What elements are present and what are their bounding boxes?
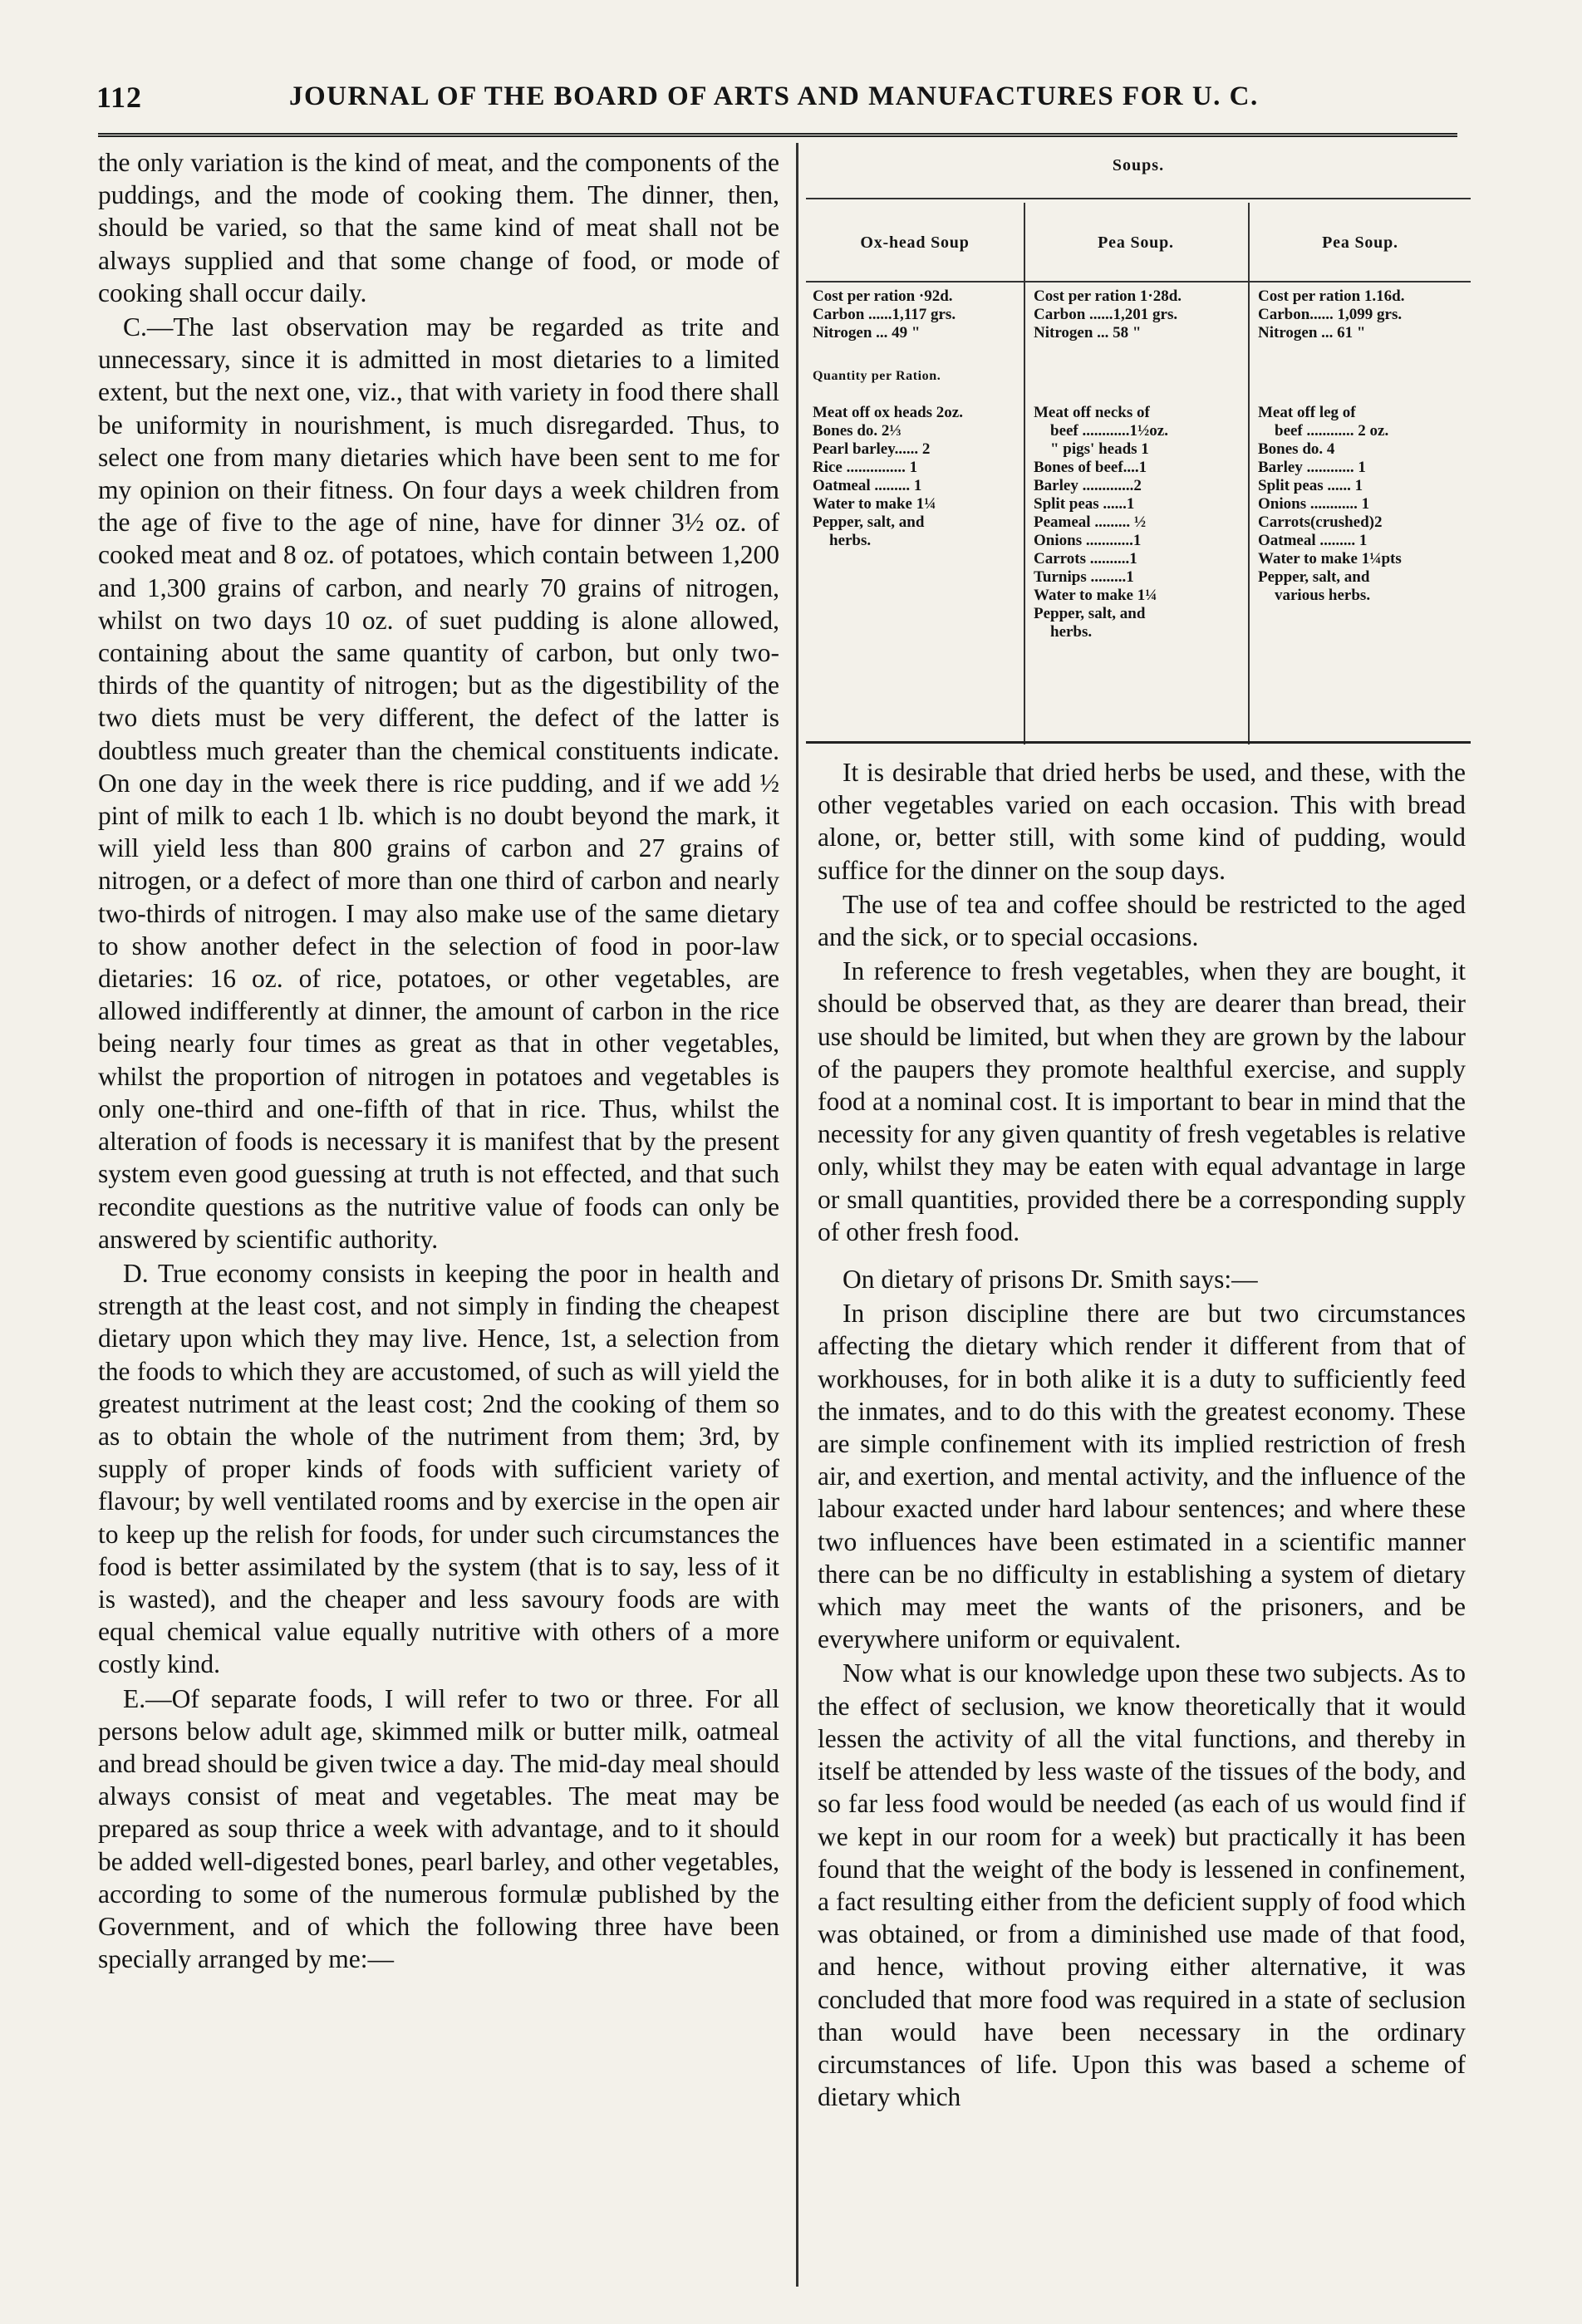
ingredient: Barley ............ 1 — [1258, 459, 1366, 476]
paragraph: D. True economy consists in keeping the poor in health and strength at the least cost, and not simply in finding the cheapest dietary upon which they may live. Hence, 1st, a selection from the foods to which they are accustomed, of such as will yield the greatest nutriment at the least cost; 2nd the cooking of them so as to obtain the whole of the nutriment from them; 3rd, by supply of proper kinds of foods with sufficient variety of flavour; by well ventilated rooms and by exercise in the open air to keep up the relish for foods, for under such circumstances the food is better assimilated by the system (that is to say, less of it is wasted), and the cheaper and less savoury foods are with equal chemical value equally nutritive with others of a more costly kind. — [98, 1258, 779, 1679]
cost-line: Cost per ration 1·28d. — [1034, 287, 1182, 305]
ingredient: Carrots(crushed)2 — [1258, 513, 1383, 531]
ingredient: Split peas ......1 — [1034, 495, 1135, 513]
quantity-label-spacer — [1251, 342, 1469, 391]
soup-stats — [806, 283, 1024, 342]
ingredient: Bones of beef....1 — [1034, 459, 1147, 476]
ingredient: Rice ............... 1 — [813, 459, 918, 476]
paragraph: Now what is our knowledge upon these two subjects. As to the effect of seclusion, we know theoretically that it would lessen the activity of all the vital functions, and thereby in itself be attended by less waste of the tissues of the body, and so far less food would be needed (as each of us would find if we kept in our room for a week) but practically it has been found that the weight of the body is lessened in confinement, a fact resulting either from the deficient supply of food which was obtained, or from a diminished use made of that food, and hence, without proving either alternative, it was concluded that more food was required in a state of seclusion than would have been necessary in the ordinary circumstances of life. Upon this was based a scheme of dietary which — [818, 1658, 1466, 2112]
ingredient: Carrots ..........1 — [1034, 550, 1137, 567]
ingredient-list — [1251, 391, 1469, 605]
ingredient: herbs. — [1050, 623, 1093, 641]
ingredient: Meat off necks of — [1034, 404, 1150, 421]
ingredient: beef ............1½oz. — [1050, 422, 1168, 440]
ingredient: various herbs. — [1275, 587, 1371, 604]
ingredient: Turnips .........1 — [1034, 568, 1134, 586]
table-column-rule — [1248, 203, 1250, 744]
ingredient: Water to make 1¼ — [1034, 587, 1157, 604]
soup-heading: Pea Soup. — [1322, 233, 1398, 252]
paragraph: In prison discipline there are but two circumstances affecting the dietary which render it different from that of workhouses, for in both alike it is a duty to sufficiently feed the inmates, and to do this with the greatest economy. These are simple confinement with its implied restriction of fresh air, and exertion, and mental activity, and the influence of the labour exacted under hard labour sentences; and where these two influences have been estimated in a scientific manner there can be no difficulty in establishing a system of dietary which may meet the wants of the prisoners, and be everywhere uniform or equivalent. — [818, 1299, 1466, 1654]
right-column — [818, 756, 1466, 2113]
soup-stats — [1027, 283, 1245, 342]
left-column — [98, 146, 779, 1975]
ingredient: Oatmeal ......... 1 — [1258, 532, 1368, 549]
soup-heading: Pea Soup. — [1098, 233, 1174, 252]
ingredient: Split peas ...... 1 — [1258, 477, 1363, 494]
ingredient-list — [1027, 391, 1245, 641]
ingredient: Bones do. 2⅓ — [813, 422, 902, 440]
paragraph: On dietary of prisons Dr. Smith says:— — [843, 1265, 1258, 1295]
ingredient: Meat off leg of — [1258, 404, 1356, 421]
ingredient-list — [806, 391, 1024, 550]
soup-table — [806, 146, 1471, 744]
ingredient: Pearl barley...... 2 — [813, 440, 931, 458]
ingredient: Pepper, salt, and — [813, 513, 925, 531]
soup-column-ox-head — [806, 203, 1024, 735]
running-head: JOURNAL OF THE BOARD OF ARTS AND MANUFACTURES FOR U. C. — [289, 81, 1259, 111]
nitrogen-line: Nitrogen ... 58 " — [1034, 324, 1142, 341]
paragraph: In reference to fresh vegetables, when they are bought, it should be observed that, as they are dearer than bread, their use should be limited, but when they are grown by the labour of the paupers they promote healthful exercise, and supply food at a nominal cost. It is important to bear in mind that the necessity for any given quantity of fresh vegetables is relative only, whilst they may be eaten with equal advantage in large or small quantities, provided there be a corresponding supply of other fresh food. — [818, 956, 1466, 1246]
carbon-line: Carbon...... 1,099 grs. — [1258, 306, 1403, 323]
nitrogen-line: Nitrogen ... 61 " — [1258, 324, 1366, 341]
soup-table-title: Soups. — [1112, 156, 1165, 174]
page-header — [90, 80, 1502, 121]
soup-heading: Ox-head Soup — [860, 233, 970, 252]
paragraph: It is desirable that dried herbs be used, and these, with the other vegetables varied on each occasion. This with bread alone, or, better still, with some kind of pudding, would suffice for the dinner on the soup days. — [818, 758, 1466, 885]
ingredient: Barley .............2 — [1034, 477, 1142, 494]
nitrogen-line: Nitrogen ... 49 " — [813, 324, 921, 341]
column-divider — [796, 143, 798, 2287]
ingredient: beef ............ 2 oz. — [1275, 422, 1389, 440]
paragraph: the only variation is the kind of meat, and the components of the puddings, and the mode of cooking them. The dinner, then, should be varied, so that the same kind of meat shall not be always supplied and that some change of food, or mode of cooking shall occur daily. — [98, 148, 779, 307]
table-column-rule — [1024, 203, 1025, 744]
soup-stats — [1251, 283, 1469, 342]
ingredient: herbs. — [829, 532, 872, 549]
table-bottom-rule — [806, 741, 1471, 744]
quantity-label: Quantity per Ration. — [813, 369, 941, 383]
carbon-line: Carbon ......1,201 grs. — [1034, 306, 1178, 323]
paragraph: The use of tea and coffee should be restricted to the aged and the sick, or to special occasions. — [818, 889, 1466, 952]
ingredient: Pepper, salt, and — [1034, 605, 1146, 622]
cost-line: Cost per ration ·92d. — [813, 287, 953, 305]
soup-column-pea-1 — [1027, 203, 1245, 735]
carbon-line: Carbon ......1,117 grs. — [813, 306, 956, 323]
page-number: 112 — [96, 81, 143, 114]
ingredient: Oatmeal ......... 1 — [813, 477, 922, 494]
ingredient: Meat off ox heads 2oz. — [813, 404, 963, 421]
paragraph: E.—Of separate foods, I will refer to two or three. For all persons below adult age, skimmed milk or butter milk, oatmeal and bread should be given twice a day. The mid-day meal should always consist of meat and vegetables. The meat may be prepared as soup thrice a week with advantage, and to it should be added well-digested bones, pearl barley, and other vegetables, according to some of the numerous formulæ published by the Government, and of which the following three have been specially arranged by me:— — [98, 1683, 779, 1974]
soup-column-pea-2 — [1251, 203, 1469, 735]
ingredient: Peameal ......... ½ — [1034, 513, 1147, 531]
ingredient: Bones do. 4 — [1258, 440, 1335, 458]
cost-line: Cost per ration 1.16d. — [1258, 287, 1405, 305]
ingredient: " pigs' heads 1 — [1050, 440, 1149, 458]
ingredient: Onions ............ 1 — [1258, 495, 1370, 513]
ingredient: Water to make 1¼ — [813, 495, 936, 513]
header-rule — [98, 133, 1457, 137]
table-rule — [806, 198, 1471, 199]
quantity-label-spacer — [1027, 342, 1245, 391]
paragraph: C.—The last observation may be regarded as trite and unnecessary, since it is admitted in most dietaries to a limited extent, but the next one, viz., that with variety in food there shall be uniformity in nourishment, is much disregarded. Thus, to select one from many dietaries which have been sent to me for my opinion on their fitness. On four days a week children from the age of five to the age of nine, have for dinner 3½ oz. of cooked meat and 8 oz. of potatoes, which contain between 1,200 and 1,300 grains of carbon, and nearly 70 grains of nitrogen, whilst on two days 10 oz. of suet pudding is alone allowed, containing about the same quantity of carbon, but only two-thirds of the quantity of nitrogen; but as the digestibility of the two diets must be very different, the defect of the latter is doubtless much greater than the chemical constituents indicate. On one day in the week there is rice pudding, and if we add ½ pint of milk to each 1 lb. which is no doubt beyond the mark, it will yield less than 800 grains of carbon and 27 grains of nitrogen, or a defect of more than one third of carbon and nearly two-thirds of nitrogen. I may also make use of the same dietary to show another defect in the selection of food in poor-law dietaries: 16 oz. of rice, potatoes, or other vegetables, are allowed indifferently at dinner, the amount of carbon in the rice being nearly four times as great as that in other vegetables, whilst the proportion of nitrogen in potatoes and vegetables is only one-third and one-fifth of that in rice. Thus, whilst the alteration of foods is necessary it is manifest that by the present system even good guessing at truth is not effected, and that such recondite questions as the nutritive value of foods can only be answered by scientific authority. — [98, 312, 779, 1254]
ingredient: Onions ............1 — [1034, 532, 1142, 549]
ingredient: Pepper, salt, and — [1258, 568, 1370, 586]
ingredient: Water to make 1¼pts — [1258, 550, 1402, 567]
